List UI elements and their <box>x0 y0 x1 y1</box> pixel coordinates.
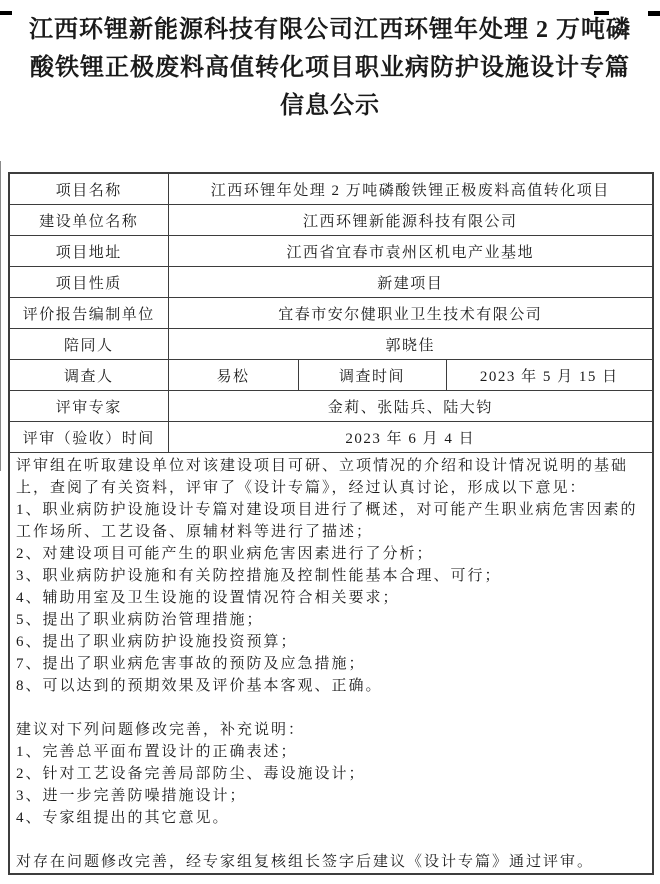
page-edge-line <box>0 161 1 471</box>
opinion-line: 7、提出了职业病危害事故的预防及应急措施； <box>16 656 366 672</box>
review-date-value: 2023 年 6 月 4 日 <box>168 422 653 453</box>
opinion-blank-line <box>16 697 648 719</box>
report-preparer-value: 宜春市安尔健职业卫生技术有限公司 <box>168 298 653 329</box>
table-row <box>9 267 653 298</box>
table-row <box>9 298 653 329</box>
investigation-time-label: 调查时间 <box>298 360 446 391</box>
opinion-line: 3、进一步完善防噪措施设计； <box>16 788 247 804</box>
document-title-line-1: 江西环锂新能源科技有限公司江西环锂年处理 2 万吨磷 <box>29 17 631 43</box>
opinion-line: 5、提出了职业病防治管理措施； <box>16 612 264 628</box>
investigation-time-value: 2023 年 5 月 15 日 <box>446 360 653 391</box>
project-address-label: 项目地址 <box>9 236 168 267</box>
project-name-label: 项目名称 <box>9 173 168 205</box>
accompanying-person-value: 郭晓佳 <box>168 329 653 360</box>
project-info-table <box>8 172 654 875</box>
opinion-line: 8、可以达到的预期效果及评价基本客观、正确。 <box>16 678 383 694</box>
project-nature-label: 项目性质 <box>9 267 168 298</box>
project-nature-value: 新建项目 <box>168 267 653 298</box>
opinion-line: 4、专家组提出的其它意见。 <box>16 810 230 826</box>
document-title-line-2: 酸铁锂正极废料高值转化项目职业病防护设施设计专篇 <box>30 55 630 81</box>
table-row <box>9 422 653 453</box>
table-row <box>9 453 653 875</box>
document-title-line-3: 信息公示 <box>280 93 380 119</box>
table-row <box>9 173 653 205</box>
opinion-line: 建议对下列问题修改完善，补充说明： <box>16 722 306 738</box>
review-opinion-cell <box>9 453 653 875</box>
scan-artifact-top-right <box>648 11 660 16</box>
table-row <box>9 391 653 422</box>
accompanying-person-label: 陪同人 <box>9 329 168 360</box>
construction-unit-value: 江西环锂新能源科技有限公司 <box>168 205 653 236</box>
investigator-value: 易松 <box>168 360 298 391</box>
investigator-label: 调查人 <box>9 360 168 391</box>
opinion-line: 1、职业病防护设施设计专篇对建设项目进行了概述，对可能产生职业病危害因素的 <box>16 502 638 518</box>
review-date-label: 评审（验收）时间 <box>9 422 168 453</box>
opinion-blank-line <box>16 829 648 851</box>
opinion-line: 对存在问题修改完善，经专家组复核组长签字后建议《设计专篇》通过评审。 <box>16 854 595 870</box>
review-experts-value: 金莉、张陆兵、陆大钧 <box>168 391 653 422</box>
opinion-line: 工作场所、工艺设备、原辅材料等进行了描述； <box>16 524 374 540</box>
opinion-line: 4、辅助用室及卫生设施的设置情况符合相关要求； <box>16 590 400 606</box>
table-row <box>9 360 653 391</box>
scan-artifact-top-left <box>0 11 12 15</box>
project-address-value: 江西省宜春市袁州区机电产业基地 <box>168 236 653 267</box>
construction-unit-label: 建设单位名称 <box>9 205 168 236</box>
review-experts-label: 评审专家 <box>9 391 168 422</box>
opinion-line: 6、提出了职业病防护设施投资预算； <box>16 634 298 650</box>
opinion-line: 2、对建设项目可能产生的职业病危害因素进行了分析； <box>16 546 434 562</box>
opinion-line: 上，查阅了有关资料，评审了《设计专篇》，经过认真讨论，形成以下意见： <box>16 480 587 496</box>
table-row <box>9 236 653 267</box>
opinion-line: 2、针对工艺设备完善局部防尘、毒设施设计； <box>16 766 366 782</box>
project-name-value: 江西环锂年处理 2 万吨磷酸铁锂正极废料高值转化项目 <box>168 173 653 205</box>
opinion-line: 评审组在听取建设单位对该建设项目可研、立项情况的介绍和设计情况说明的基础 <box>16 458 629 474</box>
opinion-line: 1、完善总平面布置设计的正确表述； <box>16 744 298 760</box>
document-title <box>6 11 654 125</box>
scan-artifact-top-middle <box>594 11 609 15</box>
table-row <box>9 329 653 360</box>
opinion-line: 3、职业病防护设施和有关防控措施及控制性能基本合理、可行； <box>16 568 502 584</box>
report-preparer-label: 评价报告编制单位 <box>9 298 168 329</box>
table-row <box>9 205 653 236</box>
